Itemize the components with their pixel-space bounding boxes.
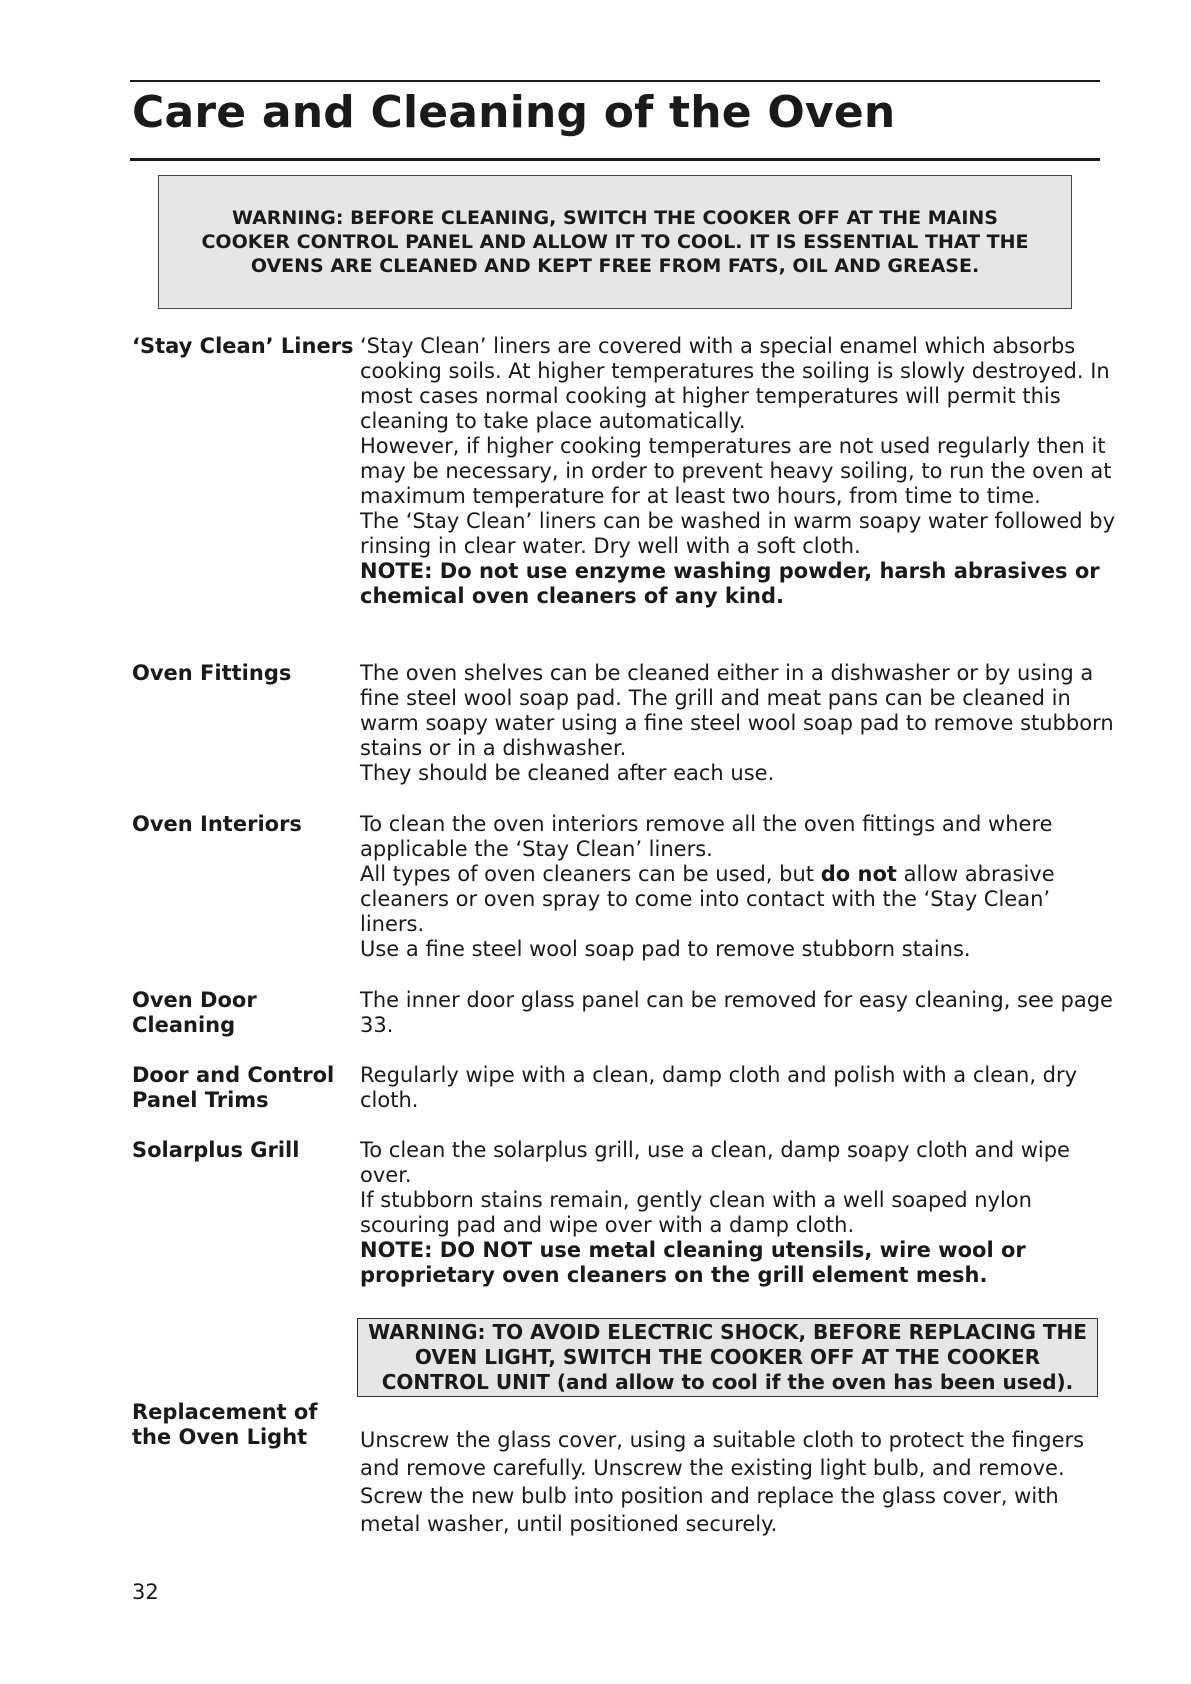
paragraph: To clean the oven interiors remove all the oven fittings and where applicable the ‘Stay Clean’ liners. bbox=[360, 812, 1053, 861]
paragraph: To clean the solarplus grill, use a clean, damp soapy cloth and wipe over. bbox=[360, 1138, 1070, 1187]
section-label: Replacement of the Oven Light bbox=[132, 1400, 318, 1449]
section-label: Door and Control Panel Trims bbox=[132, 1063, 335, 1112]
section-body bbox=[360, 812, 1120, 962]
mains-warning-text: WARNING: BEFORE CLEANING, SWITCH THE COOKER OFF AT THE MAINS COOKER CONTROL PANEL AND ALLOW IT TO COOL. IT IS ESSENTIAL THAT THE OVENS ARE CLEANED AND KEPT FREE FROM FATS, OIL AND GREASE. bbox=[201, 207, 1029, 277]
note-text: NOTE: DO NOT use metal cleaning utensils, wire wool or proprietary oven cleaners on the grill element mesh. bbox=[360, 1238, 1026, 1287]
text-run: allow abrasive cleaners or oven spray to come into contact with the ‘Stay Clean’ liners. bbox=[360, 862, 1055, 936]
section-body bbox=[360, 988, 1120, 1038]
section-label: Solarplus Grill bbox=[132, 1138, 300, 1162]
text-run: All types of oven cleaners can be used, but bbox=[360, 862, 821, 886]
paragraph: They should be cleaned after each use. bbox=[360, 761, 775, 785]
page-number: 32 bbox=[132, 1580, 159, 1604]
section-body bbox=[360, 334, 1120, 609]
oven-light-warning-text: WARNING: TO AVOID ELECTRIC SHOCK, BEFORE REPLACING THE OVEN LIGHT, SWITCH THE COOKER OFF AT THE COOKER CONTROL UNIT (and allow to cool if the oven has been used). bbox=[368, 1320, 1087, 1394]
paragraph: The inner door glass panel can be removed for easy cleaning, see page 33. bbox=[360, 988, 1113, 1037]
paragraph: Regularly wipe with a clean, damp cloth and polish with a clean, dry cloth. bbox=[360, 1063, 1078, 1112]
section-label: Oven Fittings bbox=[132, 661, 292, 685]
page-title: Care and Cleaning of the Oven bbox=[132, 87, 896, 138]
emphasis-text: do not bbox=[820, 862, 897, 886]
section-label: Oven Interiors bbox=[132, 812, 302, 836]
section-label: ‘Stay Clean’ Liners bbox=[132, 334, 354, 358]
section-label: Oven Door Cleaning bbox=[132, 988, 257, 1037]
paragraph: The ‘Stay Clean’ liners can be washed in warm soapy water followed by rinsing in clear water. Dry well with a soft cloth. bbox=[360, 509, 1116, 558]
section-body bbox=[360, 1138, 1120, 1288]
paragraph: ‘Stay Clean’ liners are covered with a special enamel which absorbs cooking soils. At higher temperatures the soiling is slowly destroyed. In most cases normal cooking at higher temperatures will permit this cleaning to take place automatically. bbox=[360, 334, 1110, 433]
section-body bbox=[360, 1426, 1100, 1538]
paragraph: However, if higher cooking temperatures are not used regularly then it may be necessary, in order to prevent heavy soiling, to run the oven at maximum temperature for at least two hours, from time to time. bbox=[360, 434, 1112, 508]
paragraph: The oven shelves can be cleaned either in a dishwasher or by using a fine steel wool soap pad. The grill and meat pans can be cleaned in warm soapy water using a fine steel wool soap pad to remove stubborn stains or in a dishwasher. bbox=[360, 661, 1114, 760]
oven-light-warning-box bbox=[357, 1318, 1098, 1397]
header-bottom-rule bbox=[130, 158, 1100, 161]
paragraph: Use a fine steel wool soap pad to remove stubborn stains. bbox=[360, 937, 971, 961]
paragraph: If stubborn stains remain, gently clean with a well soaped nylon scouring pad and wipe over with a damp cloth. bbox=[360, 1188, 1032, 1237]
section-body bbox=[360, 661, 1120, 786]
note-text: NOTE: Do not use enzyme washing powder, harsh abrasives or chemical oven cleaners of any kind. bbox=[360, 559, 1100, 608]
mains-warning-box bbox=[158, 175, 1072, 309]
paragraph: Unscrew the glass cover, using a suitable cloth to protect the fingers and remove carefully. Unscrew the existing light bulb, and remove. Screw the new bulb into position and replace the glass cover, with metal washer, until positioned securely. bbox=[360, 1428, 1085, 1536]
paragraph bbox=[360, 862, 1120, 937]
section-body bbox=[360, 1063, 1120, 1113]
